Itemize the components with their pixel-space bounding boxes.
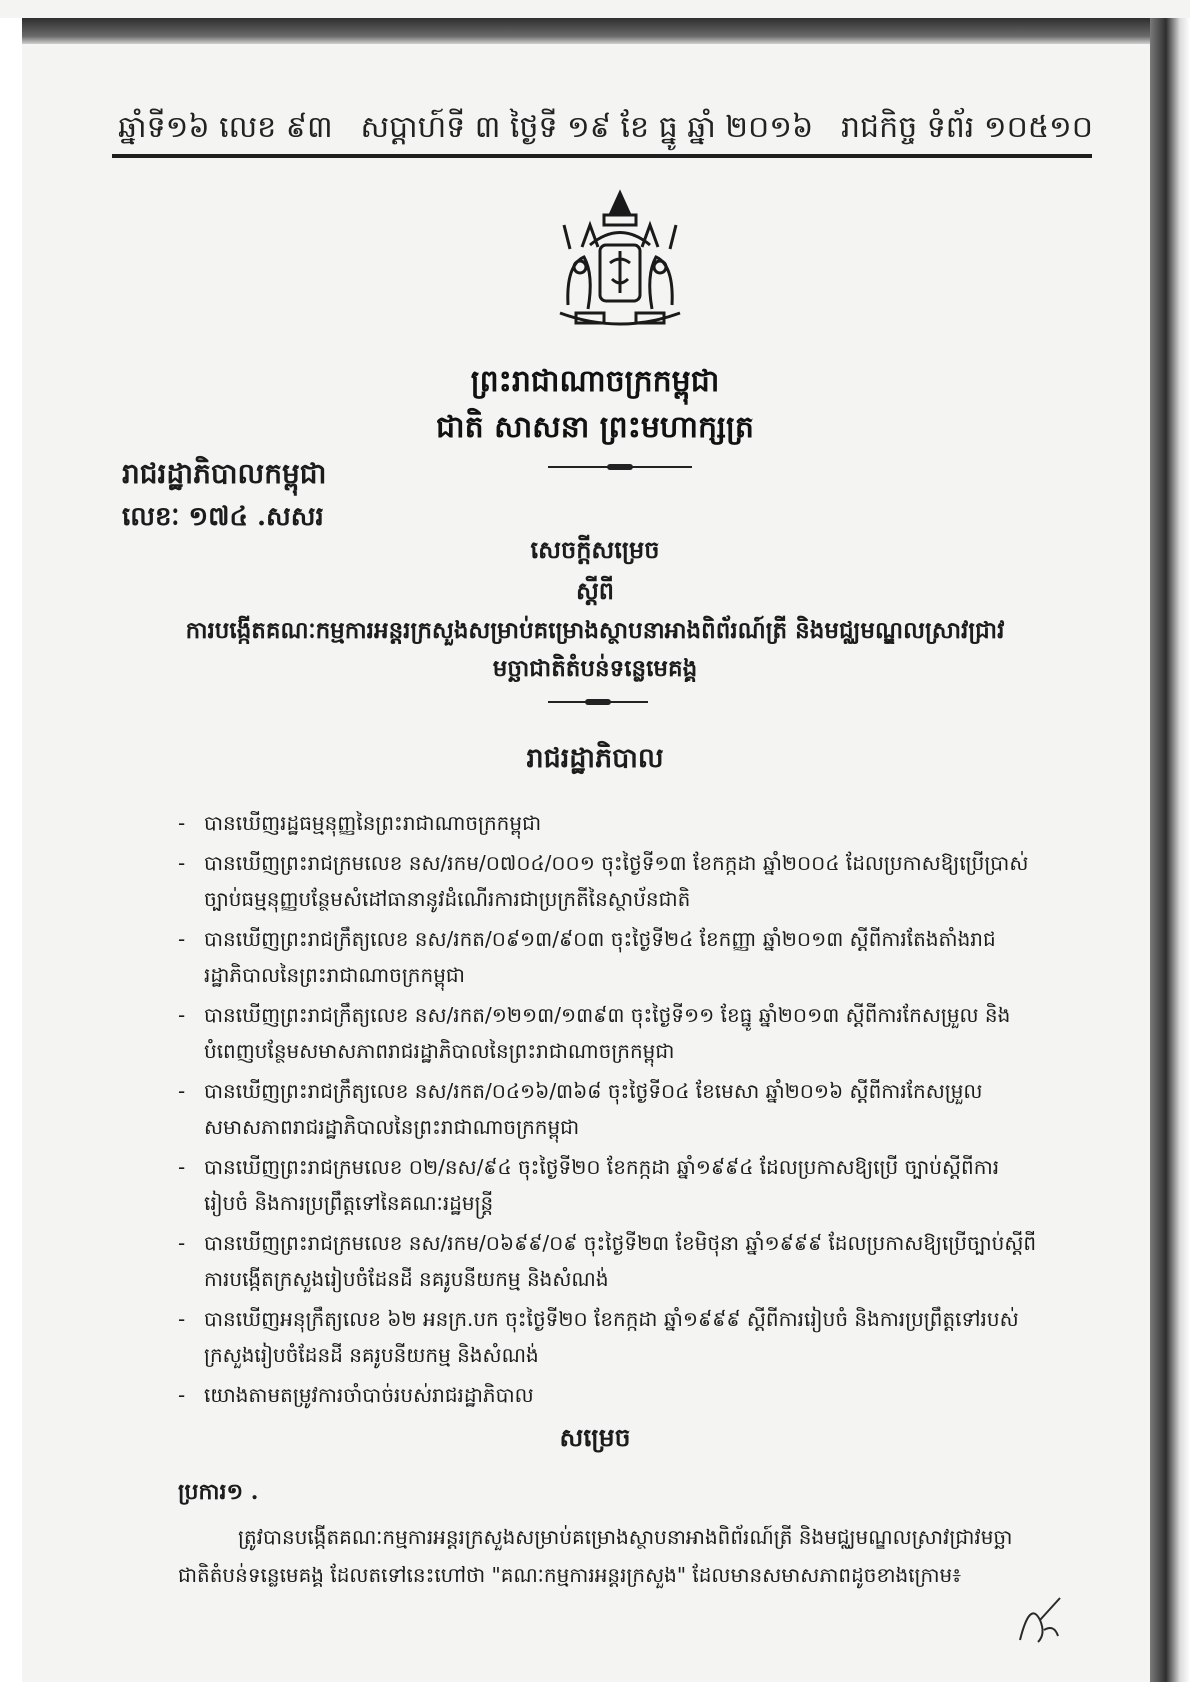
- scan-margin-left: [0, 18, 22, 1682]
- scan-shadow-right: [1150, 18, 1190, 1682]
- decision-heading: សម្រេច: [559, 1423, 631, 1452]
- preamble-item: - បានឃើញព្រះរាជក្រមលេខ នស/រកម/០៦៩៩/០៩ ចុះថ្ងៃទី២៣ ខែមិថុនា ឆ្នាំ១៩៩៩ ដែលប្រកាសឱ្យប្រើច្បាប់ស្ដីពីការបង្កើតក្រសួងរៀបចំដែនដី នគរូបនីយកម្ម និងសំណង់: [178, 1225, 1038, 1297]
- scan-shadow-top: [22, 18, 1152, 44]
- document-type: សេចក្ដីសម្រេច: [530, 535, 660, 564]
- national-motto: ជាតិ សាសនា ព្រះមហាក្សត្រ: [436, 410, 754, 445]
- document-about: ស្ដីពី: [575, 576, 615, 605]
- issuer-name: រាជរដ្ឋាភិបាលកម្ពុជា: [122, 457, 327, 490]
- preamble-item: - យោងតាមតម្រូវការចាំបាច់របស់រាជរដ្ឋាភិបាល: [178, 1377, 1038, 1413]
- preamble-item: - បានឃើញព្រះរាជក្រឹត្យលេខ នស/រកត/០៩១៣/៩០៣ ចុះថ្ងៃទី២៤ ខែកញ្ញា ឆ្នាំ២០១៣ ស្ដីពីការតែងតាំងរាជរដ្ឋាភិបាលនៃព្រះរាជាណាចក្រកម្ពុជា: [178, 921, 1038, 993]
- preamble-list: [178, 805, 1038, 1417]
- subject-divider-center: [585, 699, 611, 705]
- signature-initial-icon: [1010, 1590, 1070, 1650]
- preamble-item: - បានឃើញព្រះរាជក្រឹត្យលេខ នស/រកត/១២១៣/១៣៩៣ ចុះថ្ងៃទី១១ ខែធ្នូ ឆ្នាំ២០១៣ ស្ដីពីការកែសម្រួល និងបំពេញបន្ថែមសមាសភាពរាជរដ្ឋាភិបាលនៃព្រះរាជាណាចក្រកម្ពុជា: [178, 997, 1038, 1069]
- gazette-year-issue: ឆ្នាំទី១៦ លេខ ៩៣: [118, 110, 333, 145]
- royal-coat-of-arms-icon: [540, 185, 700, 345]
- decision-number: លេខៈ ១៧៤ .សសរ: [122, 502, 324, 532]
- kingdom-name: ព្រះរាជាណាចក្រកម្ពុជា: [470, 364, 720, 399]
- header-rule: [112, 154, 1092, 158]
- article-1-title: ប្រការ១ .: [178, 1479, 259, 1505]
- preamble-item: - បានឃើញព្រះរាជក្រមលេខ នស/រកម/០៧០៤/០០១ ចុះថ្ងៃទី១៣ ខែកក្កដា ឆ្នាំ២០០៤ ដែលប្រកាសឱ្យប្រើប្រាស់ច្បាប់ធម្មនុញ្ញបន្ថែមសំដៅធានានូវដំណើរការជាប្រក្រតីនៃស្ថាប័នជាតិ: [178, 845, 1038, 917]
- preamble-item: - បានឃើញព្រះរាជក្រមលេខ ០២/នស/៩៤ ចុះថ្ងៃទី២០ ខែកក្កដា ឆ្នាំ១៩៩៤ ដែលប្រកាសឱ្យប្រើ ច្បាប់ស្ដីពីការរៀបចំ និងការប្រព្រឹត្តទៅនៃគណៈរដ្ឋមន្ត្រី: [178, 1149, 1038, 1221]
- preamble-item: - បានឃើញអនុក្រឹត្យលេខ ៦២ អនក្រ.បក ចុះថ្ងៃទី២០ ខែកក្កដា ឆ្នាំ១៩៩៩ ស្ដីពីការរៀបចំ និងការប្រព្រឹត្តទៅរបស់ក្រសួងរៀបចំដែនដី នគរូបនីយកម្ម និងសំណង់: [178, 1301, 1038, 1373]
- document-subject-line1: ការបង្កើតគណៈកម្មការអន្តរក្រសួងសម្រាប់គម្រោងស្ថាបនាអាងពិព័រណ៍ត្រី និងមជ្ឈមណ្ឌលស្រាវជ្រាវ: [185, 617, 1005, 644]
- gazette-header: [118, 112, 1093, 152]
- document-subject-line2: មច្ឆាជាតិតំបន់ទន្លេមេគង្គ: [492, 655, 698, 682]
- ornament-center: [607, 464, 633, 470]
- gazette-page-number: រាជកិច្ច ទំព័រ ១០៥១០: [841, 110, 1093, 145]
- gazette-week-date: សប្ដាហ៍ទី ៣ ថ្ងៃទី ១៩ ខែ ធ្នូ ឆ្នាំ ២០១៦: [360, 110, 814, 145]
- article-1-body: ត្រូវបានបង្កើតគណៈកម្មការអន្តរក្រសួងសម្រាប់គម្រោងស្ថាបនាអាងពិព័រណ៍ត្រី និងមជ្ឈមណ្ឌលស្រាវជ្រាវមច្ឆាជាតិតំបន់ទន្លេមេគង្គ ដែលតទៅនេះហៅថា "គណៈកម្មការអន្តរក្រសួង" ដែលមានសមាសភាពដូចខាងក្រោម៖: [178, 1525, 1013, 1587]
- preamble-item: - បានឃើញរដ្ឋធម្មនុញ្ញនៃព្រះរាជាណាចក្រកម្ពុជា: [178, 805, 1038, 841]
- government-heading: រាជរដ្ឋាភិបាល: [526, 743, 664, 774]
- preamble-item: - បានឃើញព្រះរាជក្រឹត្យលេខ នស/រកត/០៤១៦/៣៦៨ ចុះថ្ងៃទី០៤ ខែមេសា ឆ្នាំ២០១៦ ស្ដីពីការកែសម្រួលសមាសភាពរាជរដ្ឋាភិបាលនៃព្រះរាជាណាចក្រកម្ពុជា: [178, 1073, 1038, 1145]
